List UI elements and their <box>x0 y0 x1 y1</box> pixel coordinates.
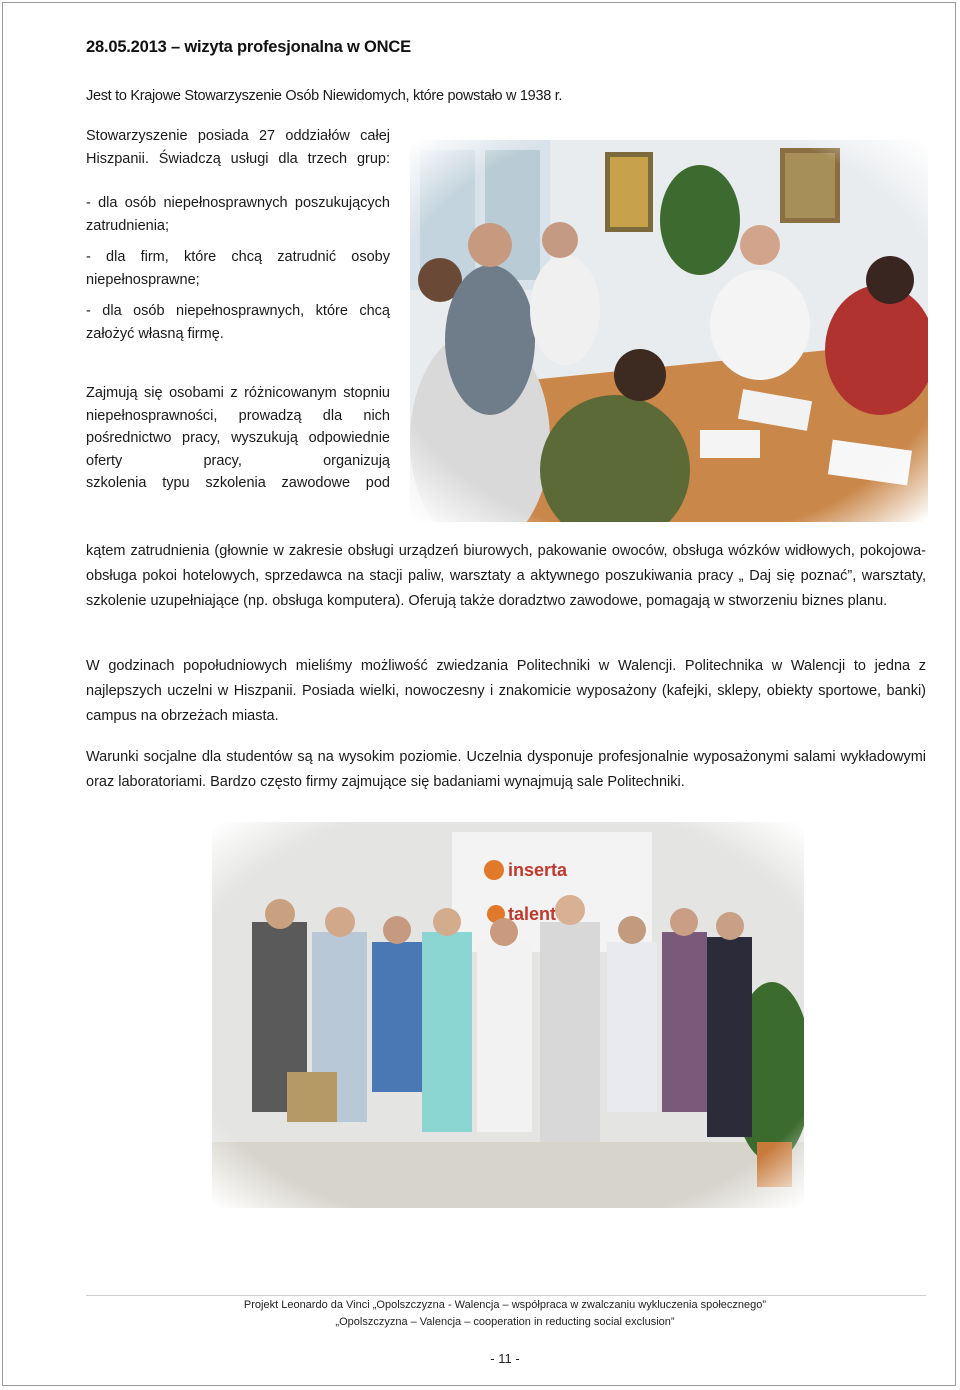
paragraph-social-conditions: Warunki socjalne dla studentów są na wysokim poziomie. Uczelnia dysponuje profesjonalnie wyposażonymi salami wykładowymi oraz laboratoriami. Bardzo często firmy zajmujące się badaniami wynajmują sale Politechniki. <box>86 749 926 790</box>
list-item: - dla firm, które chcą zatrudnić osoby niepełnosprawne; <box>86 249 390 288</box>
left-column <box>86 125 390 495</box>
group-photo <box>212 822 804 1208</box>
paragraph-services-last-line: szkolenia typu szkolenia zawodowe pod <box>86 475 390 491</box>
paragraph-politechnika: W godzinach popołudniowych mieliśmy możliwość zwiedzania Politechniki w Walencji. Politechnika w Walencji to jedna z najlepszych uczelni w Hiszpanii. Posiada wielki, nowoczesny i znakomicie wyposażony (kafejki, sklepy, obiekty sportowe, banki) campus na obrzeżach miasta. <box>86 658 926 724</box>
footer-project-title: Projekt Leonardo da Vinci „Opolszczyzna - Walencja – współpraca w zwalczaniu wykluczenia społecznego” <box>243 1299 767 1311</box>
intro-text: Jest to Krajowe Stowarzyszenie Osób Niewidomych, które powstało w 1938 r. <box>86 88 563 104</box>
paragraph-branches: Stowarzyszenie posiada 27 oddziałów całej Hiszpanii. Świadczą usługi dla trzech grup: <box>86 128 390 167</box>
list-item: - dla osób niepełnosprawnych poszukujących zatrudnienia; <box>86 195 390 234</box>
page-number: - 11 - <box>490 1351 520 1366</box>
paragraph-services-continued: kątem zatrudnienia (głownie w zakresie obsługi urządzeń biurowych, pakowanie owoców, obsługa wózków widłowych, pokojowa- obsługa pokoi hotelowych, sprzedawca na stacji paliw, warsztaty a aktywnego poszukiwania pracy „ Daj się poznać”, warsztaty, szkolenie uzupełniające (np. obsługa komputera). Oferują także doradztwo zawodowe, pomagają w stworzeniu biznes planu. <box>86 543 926 609</box>
paragraph-services: Zajmują się osobami z różnicowanym stopniu niepełnosprawności, prowadzą dla nich pośrednictwo pracy, wyszukują odpowiednie oferty pracy, organizują <box>86 385 390 469</box>
meeting-photo <box>410 140 928 522</box>
footer-divider <box>86 1295 926 1296</box>
list-item: - dla osób niepełnosprawnych, które chcą założyć własną firmę. <box>86 303 390 342</box>
footer-project-subtitle: „Opolszczyzna – Valencja – cooperation in reducting social exclusion” <box>335 1316 675 1328</box>
page-title: 28.05.2013 – wizyta profesjonalna w ONCE <box>86 38 411 56</box>
